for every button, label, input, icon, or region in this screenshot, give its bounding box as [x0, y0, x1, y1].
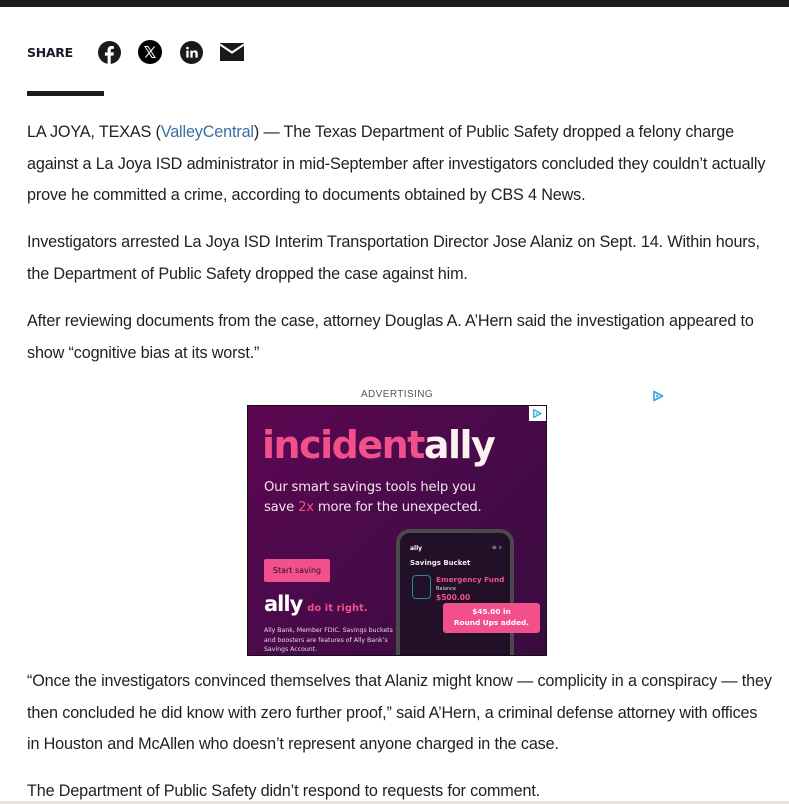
share-underline [27, 91, 104, 96]
ad-sub-part: save [264, 500, 299, 515]
fund-name: Emergency Fund [436, 575, 505, 584]
article-paragraph-5: The Department of Public Safety didn’t respond to requests for comment. [27, 782, 541, 800]
ad-choices-inner-button[interactable] [529, 406, 546, 421]
adchoices-icon [532, 408, 543, 419]
ad-headline-white: ally [423, 423, 495, 467]
valleycentral-link[interactable]: ValleyCentral [160, 123, 254, 141]
article-paragraph-4: “Once the investigators convinced themselves that Alaniz might know — complicity in a conspiracy — they then concluded he did know with zero further proof,” said A’Hern, a criminal defense attorney with offices in Houston and McAllen who doesn’t represent anyone charged in the case. [27, 672, 772, 753]
adchoices-icon [652, 390, 665, 402]
ad-subtext [264, 478, 534, 518]
adchoices-button[interactable] [652, 389, 666, 401]
ally-brand: ally [264, 592, 303, 616]
ad-banner[interactable] [247, 405, 547, 656]
facebook-share-button[interactable] [97, 40, 121, 64]
share-bar [27, 36, 261, 68]
x-twitter-icon [138, 40, 162, 64]
balance-label: Balance [436, 586, 456, 592]
share-icons [97, 40, 261, 64]
phone-mockup [396, 529, 514, 656]
roundup-line-2: Round Ups added. [453, 617, 530, 627]
ad-headline [262, 423, 495, 467]
email-icon [220, 43, 244, 61]
roundup-badge [443, 603, 540, 633]
top-bar [0, 0, 789, 7]
article-paragraph-3: After reviewing documents from the case, attorney Douglas A. A’Hern said the investigation appeared to show “cognitive bias at its worst.” [27, 312, 754, 362]
ad-sub-part: more for the unexpected. [313, 500, 482, 515]
phone-brand: ally [410, 545, 423, 552]
phone-title: Savings Bucket [410, 559, 471, 567]
phone-menu-search-icon: ≡ ⌕ [491, 544, 502, 551]
article-paragraph-1 [27, 117, 772, 212]
start-saving-button[interactable]: Start saving [264, 559, 330, 582]
ally-tagline: do it right. [307, 603, 368, 614]
ad-headline-pink: incident [262, 423, 424, 467]
share-label: SHARE [27, 44, 73, 60]
balance-value: $500.00 [436, 593, 471, 602]
linkedin-share-button[interactable] [179, 40, 203, 64]
facebook-icon [98, 41, 121, 64]
advertising-label: ADVERTISING [360, 389, 433, 400]
ad-fine-print: Ally Bank, Member FDIC. Savings buckets and boosters are features of Ally Bank’s Savings Account. [264, 627, 393, 653]
email-share-button[interactable] [220, 40, 244, 64]
linkedin-icon [180, 41, 203, 64]
ally-logo [264, 592, 368, 616]
paragraph-text: ) — The Texas Department of Public Safety dropped a felony charge against a La Joya ISD administrator in mid-September after investigators concluded they couldn’t actually prove he committed a crime, according to documents obtained by CBS 4 News. [27, 123, 766, 204]
roundup-line-1: $45.00 in [472, 607, 511, 616]
ad-sub-highlight: 2x [298, 500, 314, 515]
dateline: LA JOYA, TEXAS ( [27, 123, 161, 141]
savings-jar-icon [412, 575, 431, 599]
article-paragraph-2: Investigators arrested La Joya ISD Interim Transportation Director Jose Alaniz on Sept. 14. Within hours, the Department of Public Safety dropped the case against him. [27, 233, 760, 283]
ad-subtext-line-2 [264, 498, 534, 518]
x-share-button[interactable] [138, 40, 162, 64]
ad-subtext-line-1: Our smart savings tools help you [264, 480, 476, 495]
